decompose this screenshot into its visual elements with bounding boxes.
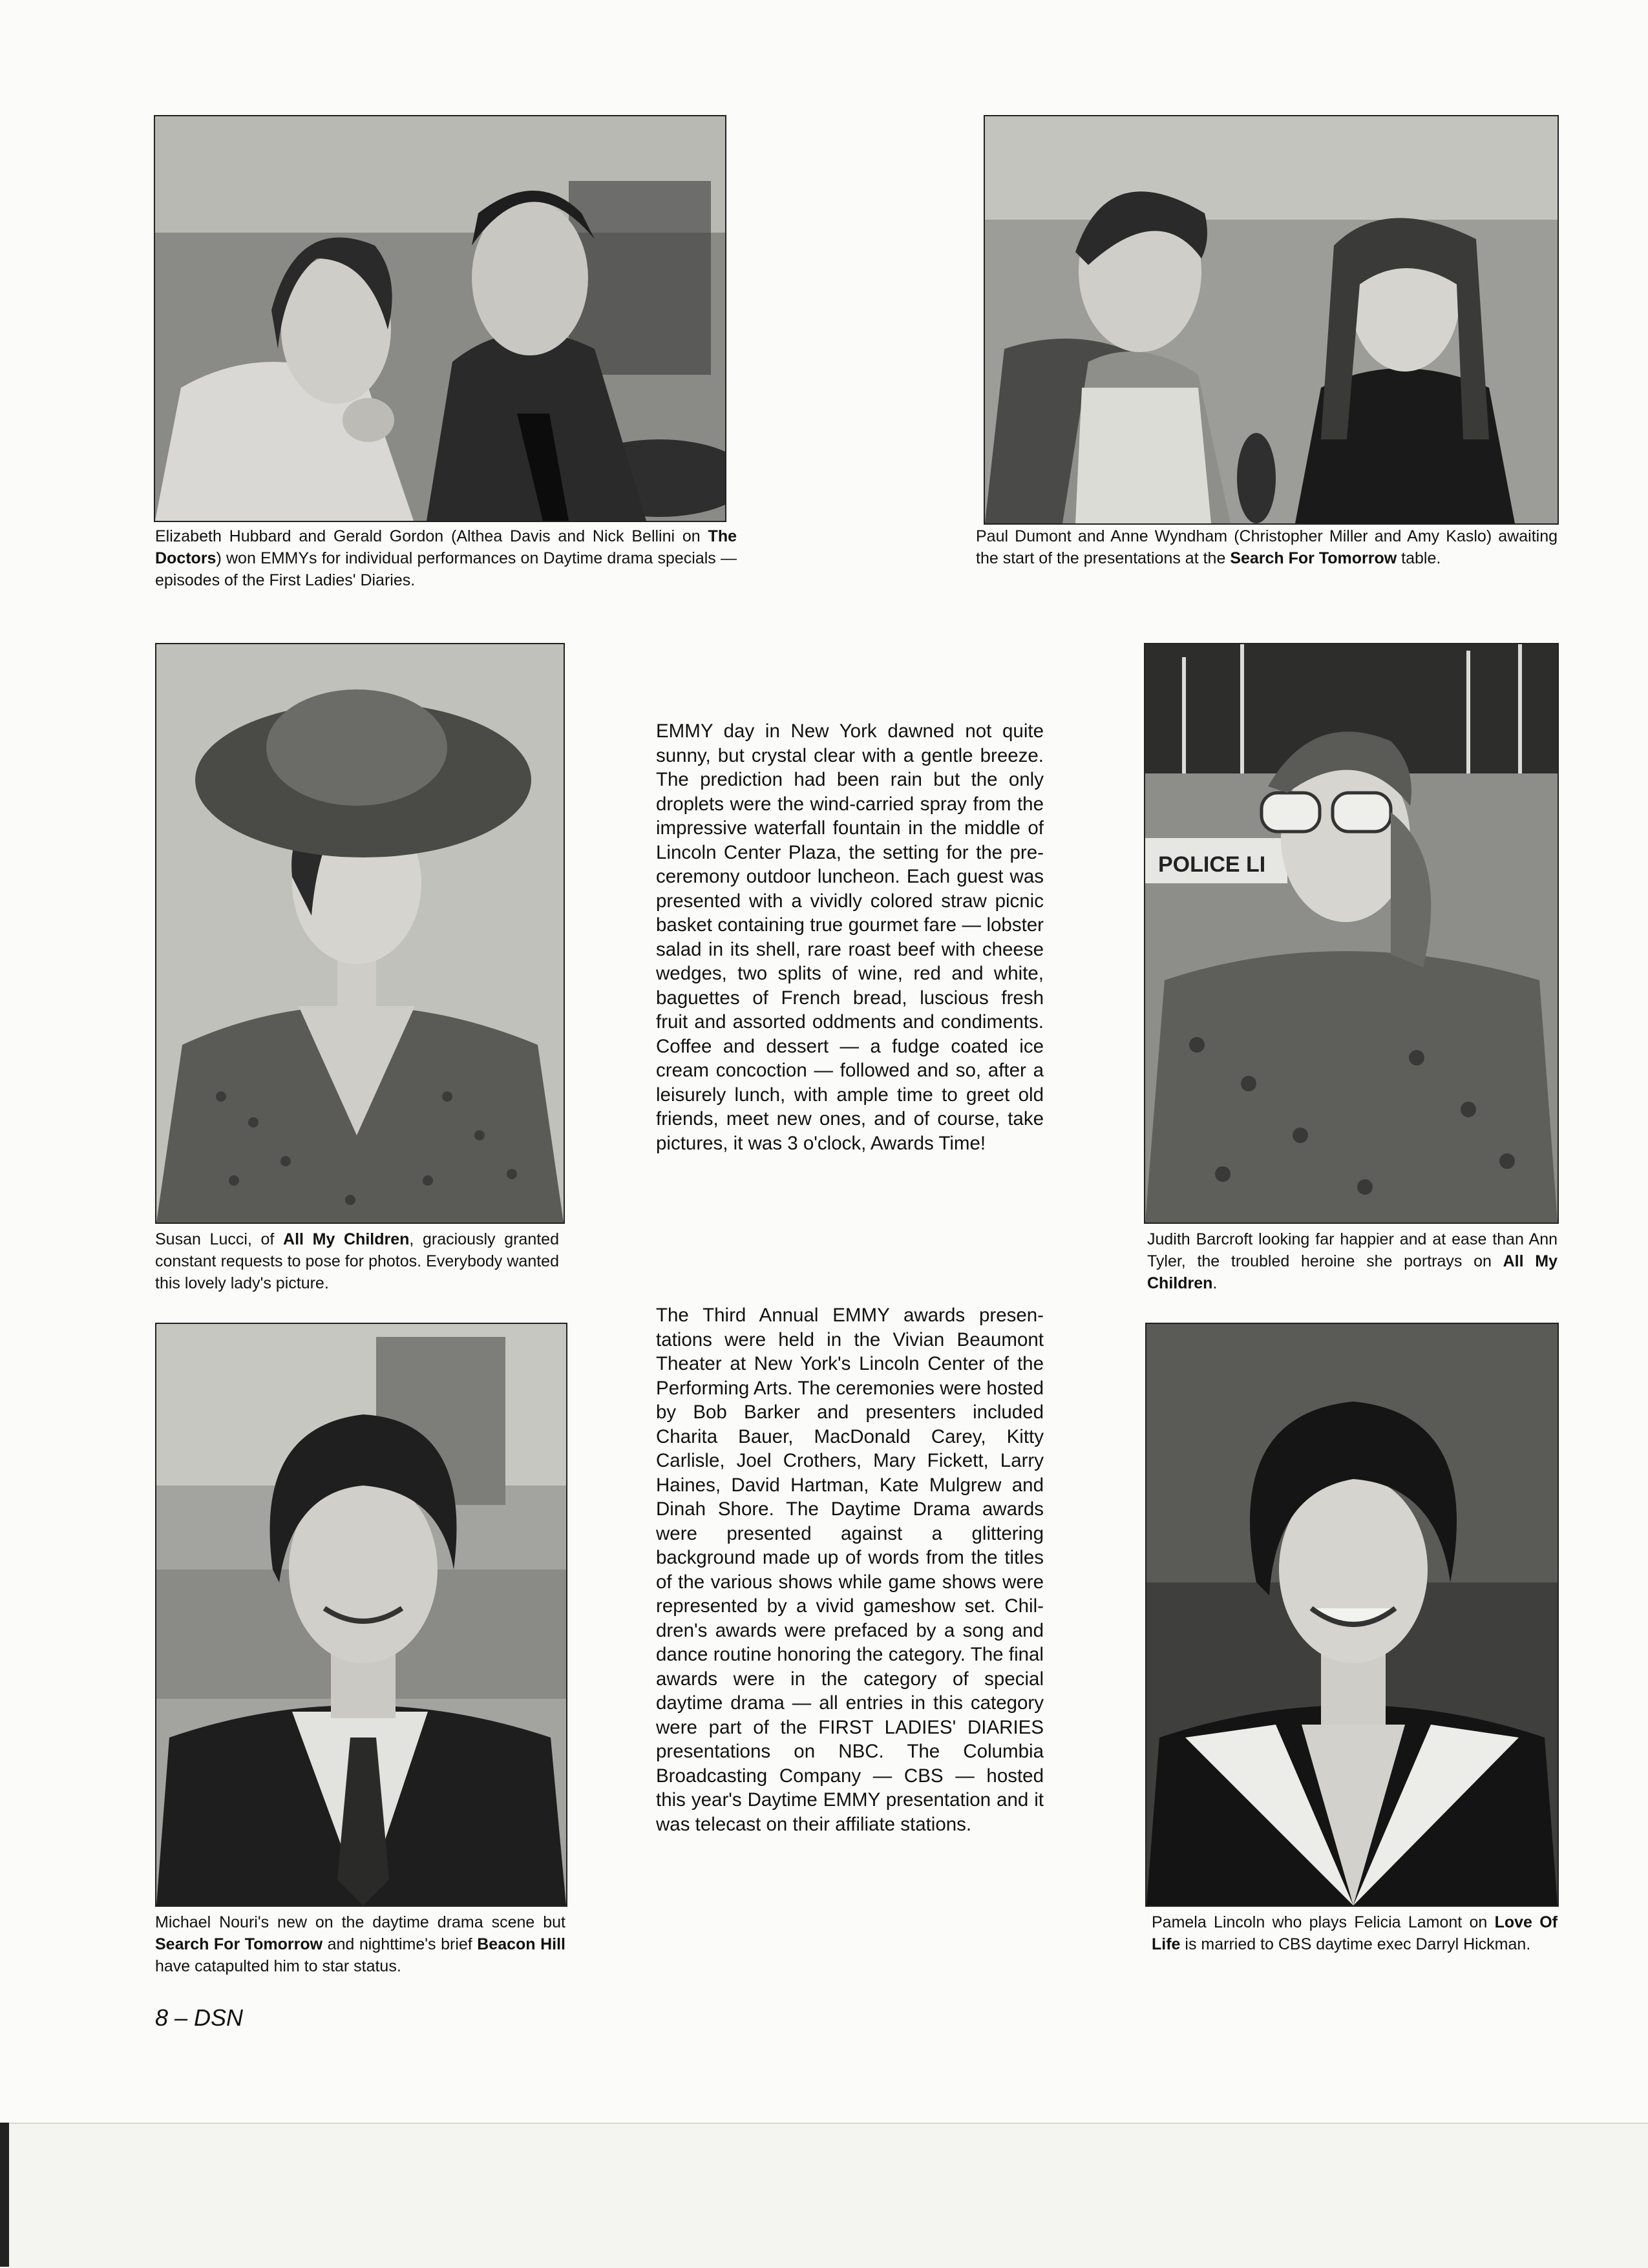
article-paragraph-1: EMMY day in New York dawned not quite sunny, but crystal clear with a gentle breeze. The prediction had been rain but the only droplets were the wind-carried spray from the impressive waterfall fountain in the middle of Lincoln Center Plaza, the setting for the pre-ceremony outdoor luncheon. Each guest was presented with a vividly colored straw picnic basket containing true gourmet fare — lobster salad in its shell, rare roast beef with cheese wedges, two splits of wine, red and white, baguettes of French bread, luscious fresh fruit and assorted oddments and condiments. Coffee and dessert — a fudge coated ice cream concoction — followed and so, after a leisurely lunch, with ample time to greet old friends, meet new ones, and of course, take pictures, it was 3 o'clock, Awards Time!	[656, 720, 1044, 1154]
show-title: The Doctors	[155, 527, 737, 567]
show-title: Search For Tomorrow	[1230, 549, 1397, 567]
caption-nouri	[155, 1911, 565, 1977]
show-title: All My Children	[283, 1230, 410, 1248]
photo-lucci	[155, 643, 565, 1224]
photo-barcroft	[1144, 643, 1559, 1224]
caption-lincoln	[1152, 1911, 1558, 1955]
caption-lucci	[155, 1228, 559, 1294]
caption-text: Michael Nouri's new on the daytime drama scene but	[155, 1913, 565, 1931]
show-title: Love Of Life	[1152, 1913, 1558, 1953]
article-paragraph-2: The Third Annual EMMY awards presentations were held in the Vivian Beaumont Theater at New York's Lincoln Center of the Performing Arts. The ceremonies were hosted by Bob Barker and presenters included Charita Bauer, MacDonald Carey, Kitty Carlisle, Joel Crothers, Mary Fickett, Larry Haines, David Hartman, Kate Mulgrew and Dinah Shore. The Daytime Drama awards were presented against a glittering background made up of words from the titles of the various shows while game shows were represented by a vivid gameshow set. Children's awards were prefaced by a song and dance routine honoring the category. The final awards were in the category of special daytime drama — all entries in this category were part of the FIRST LADIES' DIARIES presentations on NBC. The Columbia Broadcasting Company — CBS — hosted this year's Daytime EMMY presentation and it was telecast on their affiliate stations.	[656, 1305, 1044, 1835]
caption-dumont-wyndham	[976, 525, 1558, 569]
caption-text: have catapulted him to star status.	[155, 1957, 401, 1975]
caption-text: and nighttime's brief	[322, 1935, 478, 1953]
scan-edge-shadow	[0, 2123, 9, 2267]
caption-text: Judith Barcroft looking far happier and at ease than Ann Tyler, the troubled heroine she portrays on	[1147, 1230, 1558, 1270]
caption-text: Paul Dumont and Anne Wyndham (Christopher Miller and Amy Kaslo) awaiting the start of the presentations at the	[976, 527, 1558, 567]
caption-barcroft	[1147, 1228, 1558, 1294]
caption-hubbard-gordon	[155, 525, 737, 591]
police-sign-text: POLICE LI	[1158, 852, 1266, 877]
show-title: All My Children	[1147, 1252, 1558, 1292]
caption-text: Pamela Lincoln who plays Felicia Lamont on	[1152, 1913, 1495, 1931]
photo-lincoln	[1145, 1323, 1559, 1907]
caption-text: Elizabeth Hubbard and Gerald Gordon (Althea Davis and Nick Bellini on	[155, 527, 708, 545]
page-folio: 8 – DSN	[155, 2004, 244, 2031]
caption-text: table.	[1397, 549, 1441, 567]
caption-text: ) won EMMYs for individual performances on Daytime drama specials — episodes of the First Ladies' Diaries.	[155, 549, 737, 589]
caption-text: Susan Lucci, of	[155, 1230, 284, 1248]
show-title: Search For Tomorrow	[155, 1935, 323, 1953]
caption-text: is married to CBS daytime exec Darryl Hickman.	[1180, 1935, 1531, 1953]
scan-background-strip	[0, 2123, 1648, 2268]
caption-text: , graciously granted constant requests to pose for photos. Everybody wanted this lovely lady's picture.	[155, 1230, 559, 1292]
caption-text: .	[1212, 1274, 1218, 1292]
photo-dumont-wyndham	[984, 115, 1559, 525]
photo-hubbard-gordon	[154, 115, 726, 522]
photo-nouri	[155, 1323, 567, 1907]
show-title: Beacon Hill	[477, 1935, 565, 1953]
